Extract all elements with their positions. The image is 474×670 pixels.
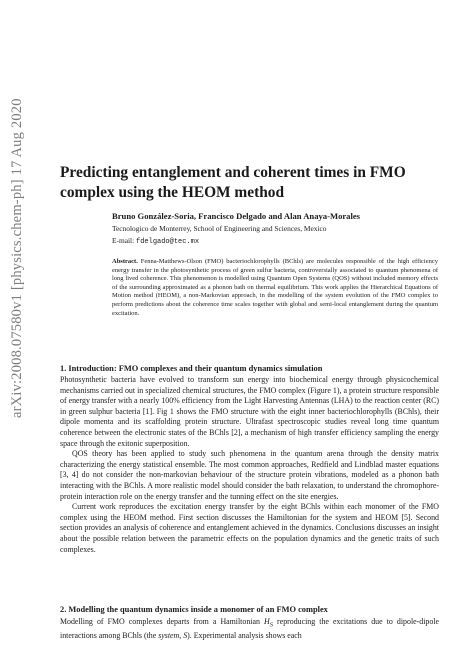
- paper-title: Predicting entanglement and coherent times in FMO complex using the HEOM method: [60, 164, 406, 201]
- abstract: [112, 258, 438, 318]
- section-2-body: [60, 617, 439, 642]
- author-list: Bruno González-Soria, Francisco Delgado and Alan Anaya-Morales: [112, 211, 361, 221]
- hamiltonian-symbol: H: [263, 617, 270, 626]
- paragraph: QOS theory has been applied to study such phenomena in the quantum arena through the density matrix characterizing the energy statistical ensemble. The most common approaches, Redfield and Lindblad master equations [3, 4] do not consider the non-markovian behaviour of the structure protein vibrations, modeled as a phonon bath interacting with the BChls. A more realistic model should consider the bath relaxation, to understand the chromophore-protein interaction role on the energy transfer and the tunning effect on the site energies.: [60, 449, 439, 501]
- section-1-heading: 1. Introduction: FMO complexes and their quantum dynamics simulation: [60, 364, 323, 373]
- paragraph: Current work reproduces the excitation energy transfer by the eight BChls within each monomer of the FMO complex using the HEOM method. First section discusses the Hamiltonian for the system and HEOM [5]. Second section provides an analysis of coherence and entanglement achieved in the dynamics. Conclusions discusses an insight about the possible relation between the parametric effects on the population dynamics and the genetic traits of such complexes.: [60, 502, 439, 554]
- affiliation: Tecnologico de Monterrey, School of Engineering and Sciences, Mexico: [112, 224, 327, 233]
- email-line: [112, 236, 199, 246]
- text-run: ). Experimental analysis shows each: [187, 631, 302, 641]
- arxiv-identifier: arXiv:2008.07580v1 [physics.chem-ph] 17 Aug 2020: [9, 98, 25, 418]
- abstract-text: Fenna-Matthews-Olson (FMO) bacteriochlorophylls (BChls) are molecules responsible of the high efficiency energy transfer in the photosynthetic process of green sulfur bacteria, controversially associated to quantum phenomena of long lived coherence. This phenomenon is modelled using Quantum Open Systems (QOS) without included memory effects of the surrounding approximated as a phonon bath on thermal equilibrium. This work applies the Hierarchical Equations of Motion method (HEOM), a non-Markovian approach, in the modelling of the system evolution of the FMO complex to perform predictions about the coherence time scales together with global and semi-local entanglement during the quantum excitation.: [112, 258, 439, 317]
- email-label: E-mail:: [112, 236, 135, 245]
- text-run: Modelling of FMO complexes departs from a Hamiltonian: [60, 617, 264, 626]
- email-address: fdelgado@tec.mx: [136, 238, 200, 246]
- abstract-label: Abstract.: [112, 258, 138, 265]
- section-2-heading: 2. Modelling the quantum dynamics inside a monomer of an FMO complex: [60, 605, 328, 614]
- paragraph: [60, 617, 439, 642]
- hamiltonian-subscript: S: [269, 621, 273, 629]
- system-symbol: S: [183, 631, 188, 641]
- system-word: system: [158, 631, 180, 641]
- section-1-body: [60, 375, 439, 555]
- text-run: ,: [179, 631, 184, 641]
- text-run: reproducing the excitations due to dipole-dipole interactions among BChls (the: [60, 617, 439, 641]
- paragraph: Photosynthetic bacteria have evolved to transform sun energy into biochemical energy through physicochemical mechanisms carried out in specialized chemical structures, the FMO complex (Figure 1), a protein structure responsible of energy transfer with a nearly 100% efficiency from the Light Harvesting Antennas (LHA) to the reaction center (RC) in green sulphur bacteria [1]. Fig 1 shows the FMO structure with the eight inner bacteriochlorophylls (BChls), their dipole momenta and its scaffolding protein structure. Ultrafast spectroscopic studies reveal long time quantum coherence between the electronic states of the BChls [2], a mechanism of high transfer efficiency sampling the energy space through the exitonic superposition.: [60, 375, 439, 448]
